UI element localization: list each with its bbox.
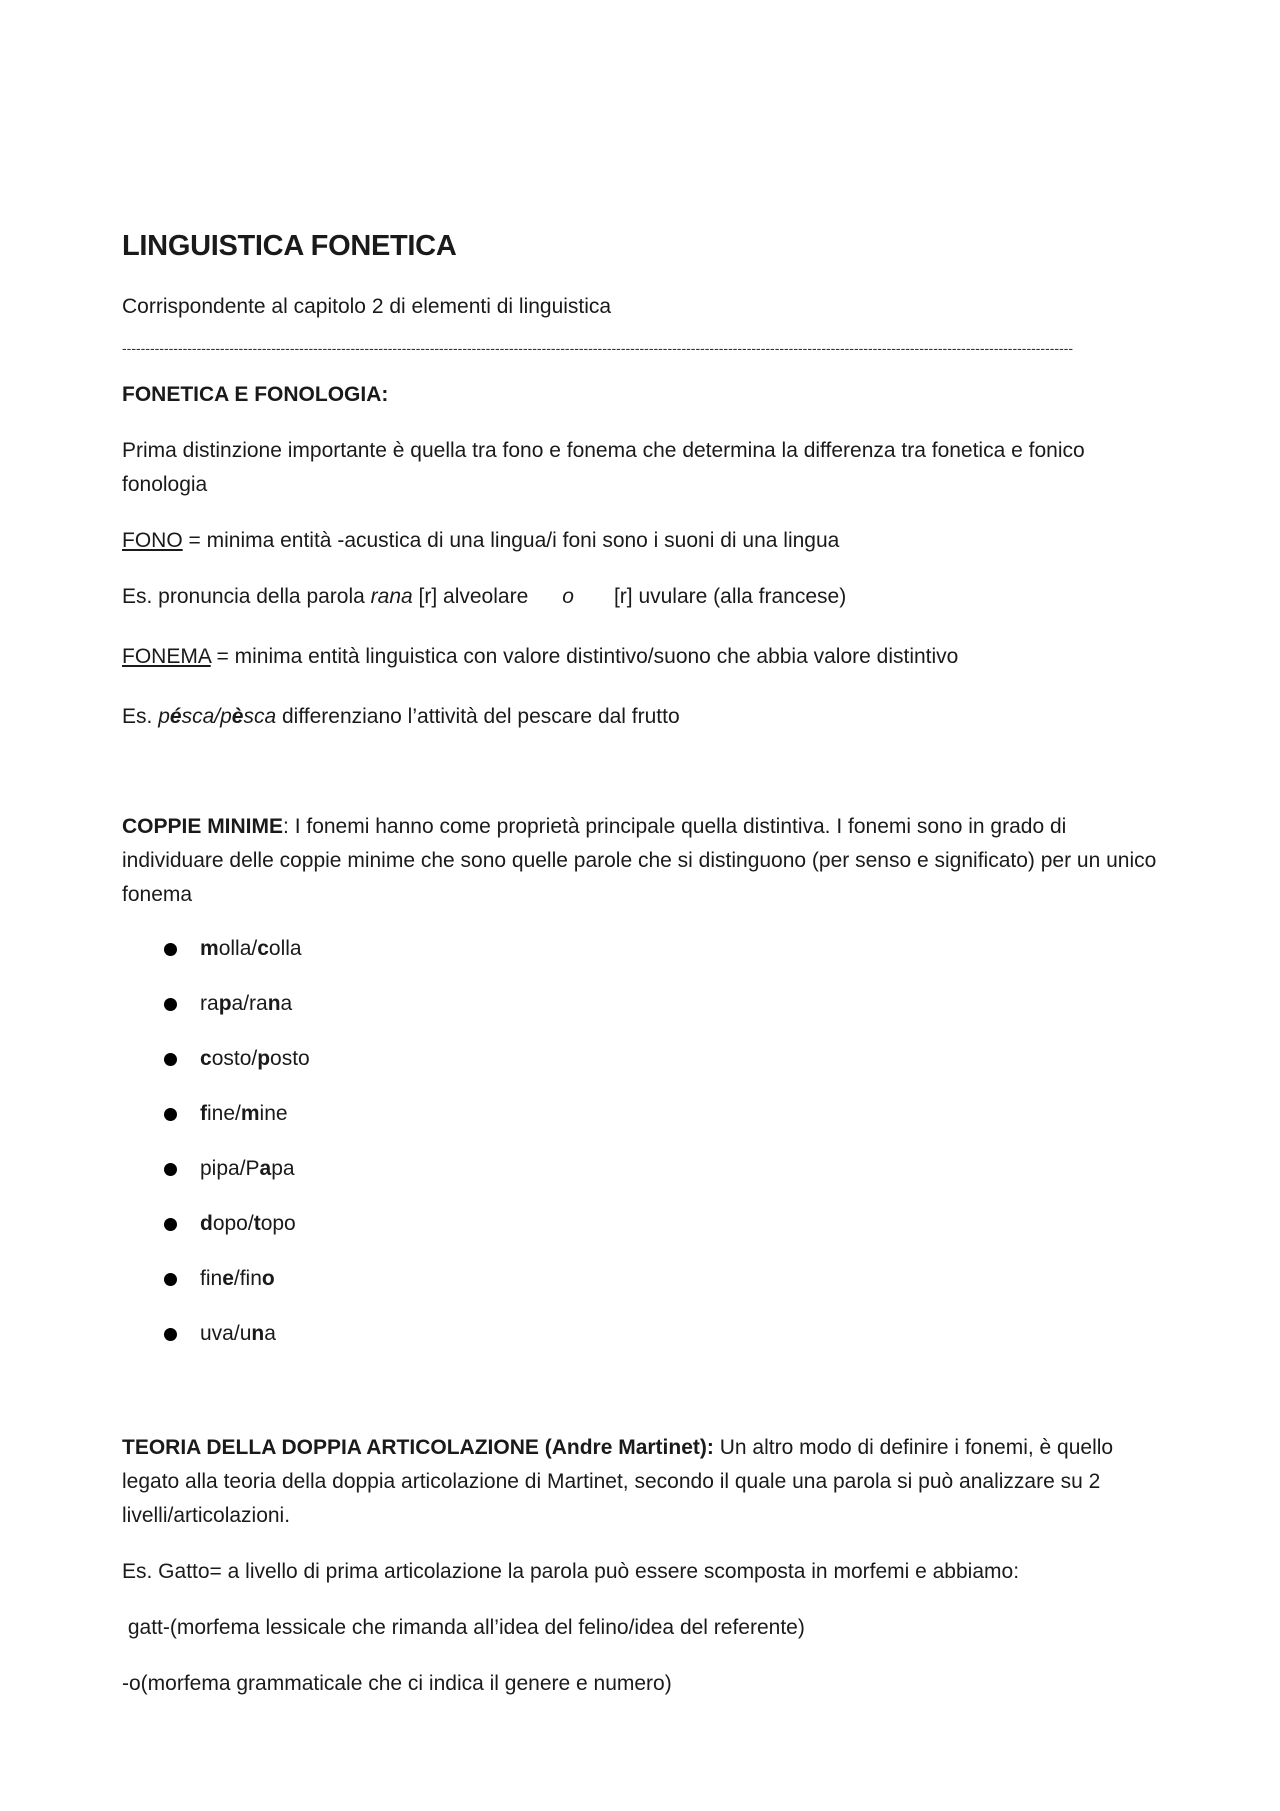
dashed-divider: ------------------------------------------------------------------------------------------------------------------------------------------------------------------------------------------------------------ [122, 340, 1074, 356]
example-text: Es. pronuncia della parola [122, 585, 371, 608]
pair-text: osto/ [211, 1047, 258, 1070]
minimal-pairs-list [122, 932, 1166, 1351]
fono-definition: = minima entità -acustica di una lingua/i foni sono i suoni di una lingua [182, 529, 840, 552]
list-item [122, 987, 1166, 1021]
pesca-accent: é [169, 705, 182, 728]
pair-bold: a [259, 1157, 272, 1180]
pair-bold: c [257, 937, 269, 960]
section-heading-coppie: COPPIE MINIME [122, 815, 284, 838]
doppia-text: Un altro modo di definire i fonemi, è quello legato alla teoria della doppia articolazione di Martinet, secondo il quale una parola si può analizzare su 2 livelli/articolazioni. [122, 1436, 1114, 1527]
section-heading-doppia: TEORIA DELLA DOPPIA ARTICOLAZIONE (Andre Martinet): [122, 1436, 714, 1459]
pair-text: pa [271, 1157, 295, 1180]
paragraph-coppie-minime [122, 810, 1166, 912]
paragraph-example-gatto: Es. Gatto= a livello di prima articolazione la parola può essere scomposta in morfemi e abbiamo: [122, 1560, 1020, 1583]
pair-text: a/ra [231, 992, 268, 1015]
example-text-uvulare: [r] uvulare (alla francese) [613, 585, 847, 608]
pair-text: a [264, 1322, 276, 1345]
pair-bold: m [240, 1102, 260, 1125]
list-item [122, 1207, 1166, 1241]
pesca-accent: è [231, 705, 244, 728]
pair-text: /fin [233, 1267, 262, 1290]
term-fonema: FONEMA [122, 645, 211, 668]
pair-bold: e [222, 1267, 234, 1290]
paragraph-doppia-articolazione [122, 1431, 1166, 1533]
bullet-icon [164, 1053, 177, 1066]
pair-text: olla [268, 937, 302, 960]
pair-text: a [280, 992, 293, 1015]
paragraph-morfema-grammaticale: -o(morfema grammaticale che ci indica il genere e numero) [122, 1672, 672, 1695]
pair-bold: o [261, 1267, 275, 1290]
page-title: LINGUISTICA FONETICA [122, 230, 457, 262]
bullet-icon [164, 1163, 177, 1176]
list-item [122, 1042, 1166, 1076]
pair-bold: t [253, 1212, 261, 1235]
example-word: rana [370, 585, 413, 608]
document-body [122, 222, 1166, 1701]
pair-bold: p [257, 1047, 271, 1070]
list-item [122, 1317, 1166, 1351]
list-item [122, 1262, 1166, 1296]
example-suffix: differenziano l’attività del pescare dal frutto [276, 705, 680, 728]
pair-bold: c [200, 1047, 212, 1070]
pair-bold: p [218, 992, 232, 1015]
example-prefix: Es. [122, 705, 159, 728]
pair-bold: d [200, 1212, 213, 1235]
example-pesca [158, 705, 276, 728]
section-heading-fonetica: FONETICA E FONOLOGIA: [122, 383, 389, 406]
pair-bold: f [200, 1102, 207, 1125]
pair-text: opo [260, 1212, 296, 1235]
pesca-part: sca/p [181, 705, 232, 728]
paragraph-intro: Prima distinzione importante è quella tra fono e fonema che determina la differenza tra fonetica e fonico fonologia [122, 439, 1085, 496]
pair-text: ine/ [207, 1102, 241, 1125]
paragraph-fonema [122, 640, 1166, 674]
list-item [122, 932, 1166, 966]
example-text-alveolare: [r] alveolare [412, 585, 529, 608]
pair-bold: n [267, 992, 281, 1015]
pair-bold: m [200, 937, 219, 960]
pair-text: olla/ [218, 937, 258, 960]
bullet-icon [164, 1108, 177, 1121]
bullet-icon [164, 1273, 177, 1286]
paragraph-morfema-lessicale: gatt-(morfema lessicale che rimanda all’idea del felino/idea del referente) [122, 1616, 805, 1639]
paragraph-fono [122, 524, 1166, 558]
pair-text: pipa/P [200, 1157, 260, 1180]
pesca-part: sca [243, 705, 277, 728]
bullet-icon [164, 998, 177, 1011]
paragraph-example-rana [122, 580, 1166, 614]
pair-text: osto [270, 1047, 310, 1070]
list-item [122, 1097, 1166, 1131]
example-or: o [562, 585, 574, 608]
pesca-part: p [158, 705, 170, 728]
fonema-definition: = minima entità linguistica con valore distintivo/suono che abbia valore distintivo [210, 645, 959, 668]
subtitle: Corrispondente al capitolo 2 di elementi di linguistica [122, 295, 612, 318]
pair-text: fin [200, 1267, 223, 1290]
pair-text: uva/u [200, 1322, 252, 1345]
bullet-icon [164, 1218, 177, 1231]
pair-text: opo/ [212, 1212, 254, 1235]
bullet-icon [164, 1328, 177, 1341]
term-fono: FONO [122, 529, 183, 552]
pair-bold: n [251, 1322, 265, 1345]
list-item [122, 1152, 1166, 1186]
coppie-text: : I fonemi hanno come proprietà principale quella distintiva. I fonemi sono in grado di individuare delle coppie minime che sono quelle parole che si distinguono (per senso e significato) per un unico fonema [122, 815, 1157, 906]
pair-text: ra [200, 992, 219, 1015]
bullet-icon [164, 943, 177, 956]
pair-text: ine [259, 1102, 288, 1125]
paragraph-example-pesca [122, 700, 1166, 734]
